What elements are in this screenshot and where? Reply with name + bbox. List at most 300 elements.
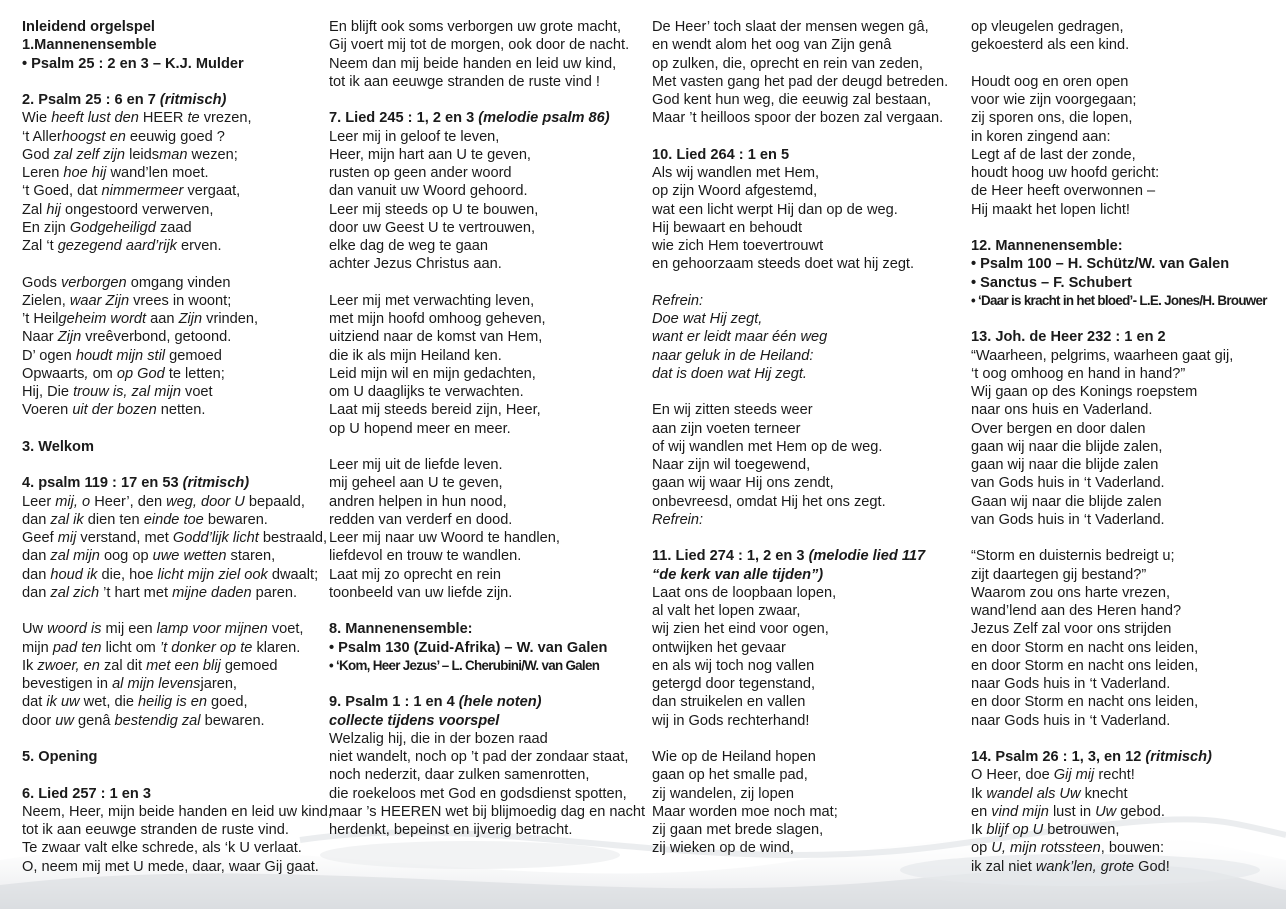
text-run: en gehoorzaam steeds doet wat hij zegt.: [652, 256, 915, 273]
text-run: En blijft ook soms verborgen uw grote macht,: [329, 19, 622, 35]
text-run: “Storm en duisternis bedreigt u;: [971, 548, 1175, 565]
text-run: Zijn: [57, 329, 86, 346]
text-line: [652, 109, 962, 127]
text-run: (melodie psalm 86): [478, 110, 610, 127]
text-run: op: [971, 840, 992, 857]
text-run: Opwaarts: [22, 365, 85, 382]
text-line: [329, 639, 647, 657]
text-line: [652, 839, 962, 857]
text-line: [22, 493, 322, 511]
text-run: en door Storm en nacht ons leiden,: [971, 694, 1199, 711]
text-run: en: [971, 803, 992, 820]
text-run: Als wij wandlen met Hem,: [652, 165, 820, 181]
text-line: [971, 821, 1283, 839]
text-line: [22, 365, 322, 383]
text-run: uitziend naar de komst van Hem,: [329, 329, 543, 346]
text-run: zij wieken op de wind,: [652, 840, 794, 857]
text-line: [329, 347, 647, 365]
text-run: • Psalm 130 (Zuid-Afrika) – W. van Galen: [329, 639, 608, 656]
blank-line: [652, 529, 962, 547]
text-run: wezen;: [191, 146, 238, 163]
text-run: dan: [22, 566, 51, 583]
text-line: [652, 675, 962, 693]
text-run: 14. Psalm 26 : 1, 3, en 12: [971, 749, 1146, 765]
text-run: Gods: [22, 274, 61, 291]
text-run: zal dit: [103, 657, 147, 674]
text-run: oog op: [103, 548, 153, 565]
text-line: [652, 766, 962, 784]
text-line: [971, 803, 1283, 821]
text-line: [22, 566, 322, 584]
text-run: zal zelf zijn: [53, 146, 130, 163]
text-line: [22, 201, 322, 219]
text-run: houdt hoog uw hoofd gericht:: [971, 165, 1160, 181]
text-run: Voeren: [22, 402, 73, 419]
text-run: Neem, Heer, mijn beide handen en leid uw kind,: [22, 803, 332, 820]
text-line: [22, 146, 322, 164]
text-run: toonbeeld van uw liefde zijn.: [329, 584, 513, 601]
text-run: erven.: [181, 238, 222, 254]
text-run: Zal ‘t: [22, 238, 58, 254]
text-line: [329, 657, 647, 675]
blank-line: [971, 310, 1283, 328]
text-line: [22, 328, 322, 346]
text-line: [652, 182, 962, 200]
text-run: omgang vinden: [130, 274, 231, 291]
text-run: gekoesterd als een kind.: [971, 37, 1130, 54]
text-run: want er leidt maar één weg: [652, 329, 828, 346]
blank-line: [652, 274, 962, 292]
text-line: [329, 511, 647, 529]
text-line: [652, 639, 962, 657]
text-run: heeft lust den: [51, 110, 143, 127]
text-line: [652, 55, 962, 73]
text-line: [22, 109, 322, 127]
text-run: staren,: [230, 548, 276, 565]
text-run: voor wie zijn voorgegaan;: [971, 92, 1137, 108]
text-line: [971, 255, 1283, 273]
text-run: (ritmisch): [182, 475, 250, 492]
text-line: [971, 602, 1283, 620]
text-run: die, hoe: [101, 566, 158, 583]
text-line: [22, 237, 322, 255]
text-line: [971, 128, 1283, 146]
text-run: Uw: [22, 621, 48, 638]
text-line: [329, 36, 647, 54]
blank-line: [329, 675, 647, 693]
text-run: gezegend aard’rijk: [57, 238, 182, 254]
blank-line: [329, 438, 647, 456]
text-run: Wij gaan op des Konings roepstem: [971, 384, 1198, 400]
text-line: [22, 529, 327, 547]
text-run: weg, door U: [166, 493, 249, 510]
text-run: Hij maakt het lopen licht!: [971, 201, 1130, 218]
text-line: [652, 237, 962, 255]
text-run: achter Jezus Christus aan.: [329, 256, 502, 273]
text-line: [971, 639, 1283, 657]
text-run: uit der bozen: [72, 402, 161, 419]
text-run: zij gaan met brede slagen,: [652, 822, 824, 838]
text-run: Naar zijn wil toegewend,: [652, 457, 811, 473]
text-run: wand’len moet.: [110, 165, 209, 181]
text-line: [22, 36, 322, 54]
text-line: [971, 456, 1283, 474]
text-line: [971, 766, 1283, 784]
text-run: Welzalig hij, die in der bozen raad: [329, 730, 548, 747]
text-run: jaren,: [200, 676, 237, 692]
text-run: onbevreesd, omdat Hij het ons zegt.: [652, 493, 886, 510]
text-line: [971, 547, 1283, 565]
text-line: [652, 620, 962, 638]
text-run: rusten op geen ander woord: [329, 165, 512, 181]
text-line: [22, 639, 322, 657]
text-line: [971, 18, 1283, 36]
text-run: zij sporen ons, die lopen,: [971, 110, 1133, 127]
text-line: [652, 36, 962, 54]
text-line: [971, 566, 1283, 584]
text-line: [329, 584, 647, 602]
text-run: al mijn levens: [112, 676, 201, 692]
text-line: [971, 438, 1283, 456]
text-run: ik zal niet: [971, 858, 1036, 875]
text-run: in koren zingend aan:: [971, 128, 1111, 145]
text-run: “de kerk van alle tijden”): [652, 566, 824, 583]
blank-line: [329, 274, 647, 292]
text-line: [652, 328, 962, 346]
blank-line: [22, 602, 322, 620]
text-line: [22, 474, 322, 492]
text-line: [329, 529, 647, 547]
text-line: [971, 401, 1283, 419]
text-run: ,: [84, 365, 93, 382]
text-line: [652, 146, 962, 164]
text-line: [329, 182, 647, 200]
text-run: Maar worden moe noch mat;: [652, 803, 838, 820]
text-line: [971, 365, 1283, 383]
text-line: [22, 657, 322, 675]
text-run: om U daaglijks te verwachten.: [329, 384, 524, 400]
text-run: O, neem mij met U mede, daar, waar Gij gaat.: [22, 858, 319, 875]
text-run: mij geheel aan U te geven,: [329, 475, 503, 492]
text-run: of wij wandlen met Hem op de weg.: [652, 438, 883, 455]
text-run: 9. Psalm 1 : 1 en 4: [329, 694, 459, 711]
text-line: [652, 693, 962, 711]
text-run: waar Zijn: [69, 292, 134, 309]
text-run: vergaat,: [187, 183, 241, 200]
text-run: wank’len, grote: [1035, 858, 1139, 875]
text-line: [329, 456, 647, 474]
text-run: wand’lend aan des Heren hand?: [971, 603, 1182, 619]
text-line: [652, 91, 962, 109]
text-run: Heer’, den: [94, 493, 167, 510]
text-run: bepaald,: [248, 493, 305, 510]
text-run: woord is: [47, 621, 106, 638]
text-run: (ritmisch): [159, 92, 227, 108]
text-line: [329, 128, 647, 146]
text-run: dwaalt;: [271, 566, 319, 583]
text-run: vrinden,: [206, 311, 259, 327]
text-run: gaan wij waar Hij ons zendt,: [652, 475, 834, 492]
text-run: 8. Mannenensemble:: [329, 621, 473, 638]
text-run: wat een licht werpt Hij dan op de weg.: [652, 201, 898, 218]
text-run: genâ: [77, 712, 115, 729]
text-run: dat is doen wat Hij zegt.: [652, 365, 807, 382]
text-line: [22, 547, 322, 565]
text-run: op God: [116, 365, 169, 382]
text-run: op U hopend meer en meer.: [329, 420, 511, 437]
text-run: paren.: [255, 584, 298, 601]
text-run: eeuwig goed ?: [129, 128, 225, 145]
text-run: Leren: [22, 165, 64, 181]
text-run: vrezen,: [203, 110, 252, 127]
text-run: einde toe: [143, 511, 208, 528]
text-run: wie zich Hem toevertrouwt: [652, 238, 824, 254]
text-run: mijn: [22, 639, 53, 656]
text-run: elke dag de weg te gaan: [329, 238, 489, 254]
text-run: bestendig zal: [114, 712, 205, 729]
text-run: wij zien het eind voor ogen,: [652, 621, 829, 638]
text-run: (hele noten): [458, 694, 542, 711]
program-column-3: [652, 18, 962, 858]
text-run: Ik: [22, 657, 38, 674]
text-line: [971, 675, 1283, 693]
text-run: houd ik: [50, 566, 102, 583]
text-run: • ‘Daar is kracht in het bloed’- L.E. Jones/H. Brouwer: [971, 292, 1267, 308]
program-column-2: [329, 18, 647, 839]
text-line: [971, 511, 1283, 529]
text-line: [329, 237, 647, 255]
text-line: [329, 310, 647, 328]
text-run: van Gods huis in ‘t Vaderland.: [971, 475, 1165, 492]
text-line: [652, 401, 962, 419]
text-line: [652, 310, 962, 328]
text-run: nimmermeer: [101, 183, 188, 200]
text-run: dan vanuit uw Woord gehoord.: [329, 183, 528, 200]
text-run: bestraald,: [262, 530, 327, 546]
text-line: [22, 785, 322, 803]
text-line: [329, 292, 647, 310]
text-run: mij: [57, 530, 81, 546]
text-run: bewaren.: [207, 511, 268, 528]
text-line: [652, 821, 962, 839]
blank-line: [971, 219, 1283, 237]
blank-line: [652, 128, 962, 146]
text-run: dan: [22, 584, 51, 601]
text-run: Geef: [22, 530, 58, 546]
text-run: dan struikelen en vallen: [652, 694, 806, 711]
text-line: [652, 438, 962, 456]
text-run: getergd door tegenstand,: [652, 676, 816, 692]
text-run: vrees in woont;: [133, 292, 232, 309]
text-run: Gij voert mij tot de morgen, ook door de nacht.: [329, 37, 630, 54]
text-run: herdenkt, bepeinst en ijverig betracht.: [329, 822, 573, 838]
text-run: dat: [22, 694, 47, 711]
text-line: [971, 584, 1283, 602]
text-run: Laat mij zo oprecht en rein: [329, 566, 501, 583]
text-line: [22, 712, 322, 730]
text-line: [22, 401, 322, 419]
text-run: van Gods huis in ‘t Vaderland.: [971, 511, 1165, 528]
text-run: andren helpen in hun nood,: [329, 493, 507, 510]
text-run: gemoed: [224, 657, 278, 674]
text-line: [652, 712, 962, 730]
text-line: [971, 347, 1283, 365]
text-run: lust in: [1052, 803, 1096, 820]
text-line: [329, 693, 647, 711]
blank-line: [329, 602, 647, 620]
text-run: al valt het lopen zwaar,: [652, 603, 801, 619]
text-line: [652, 566, 962, 584]
text-run: Gij mij: [1053, 767, 1099, 784]
text-run: • Sanctus – F. Schubert: [971, 274, 1132, 291]
text-run: lamp voor mijnen: [156, 621, 272, 638]
text-run: liefdevol en trouw te wandlen.: [329, 548, 522, 565]
text-line: [22, 182, 322, 200]
text-line: [652, 493, 962, 511]
text-run: En wij zitten steeds weer: [652, 402, 813, 419]
text-line: [22, 383, 322, 401]
text-line: [22, 128, 322, 146]
text-run: ’t Heil: [22, 311, 59, 327]
text-line: [329, 620, 647, 638]
blank-line: [652, 383, 962, 401]
text-line: [652, 474, 962, 492]
blank-line: [22, 420, 322, 438]
text-line: [971, 493, 1283, 511]
text-run: blijf op U: [986, 822, 1048, 838]
text-line: [971, 146, 1283, 164]
text-run: Laat ons de loopbaan lopen,: [652, 584, 837, 601]
blank-line: [22, 766, 322, 784]
text-run: heilig is en: [138, 694, 212, 711]
text-line: [652, 164, 962, 182]
text-line: [971, 785, 1283, 803]
text-run: Maar ’t heilloos spoor der bozen zal vergaan.: [652, 110, 944, 127]
text-run: mijne daden: [172, 584, 256, 601]
text-run: Waarom zou ons harte vrezen,: [971, 584, 1170, 601]
text-run: mij, o: [55, 493, 95, 510]
text-run: zal ik: [50, 511, 88, 528]
text-line: [329, 201, 647, 219]
text-line: [22, 55, 322, 73]
text-run: 5. Opening: [22, 749, 98, 765]
text-line: [652, 73, 962, 91]
text-line: [329, 383, 647, 401]
text-line: [971, 292, 1283, 310]
text-line: [971, 474, 1283, 492]
text-run: ongestoord verwerven,: [64, 201, 214, 218]
text-line: [652, 347, 962, 365]
text-line: [329, 365, 647, 383]
text-run: Leer: [22, 493, 56, 510]
text-run: hij: [46, 201, 65, 218]
text-run: zijt daartegen gij bestand?”: [971, 566, 1147, 583]
program-column-1: [22, 18, 332, 876]
text-line: [329, 255, 647, 273]
text-line: [971, 73, 1283, 91]
text-line: [971, 693, 1283, 711]
text-run: goed,: [211, 694, 248, 711]
text-run: met een blij: [146, 657, 225, 674]
text-run: vreêverbond, getoond.: [85, 329, 232, 346]
text-run: God: [22, 146, 54, 163]
text-run: en door Storm en nacht ons leiden,: [971, 657, 1199, 674]
text-line: [652, 420, 962, 438]
text-line: [329, 821, 647, 839]
text-run: ‘t Goed, dat: [22, 183, 102, 200]
text-run: leids: [129, 146, 160, 163]
text-line: [329, 566, 647, 584]
text-run: op zijn Woord afgestemd,: [652, 183, 818, 200]
text-run: O Heer, doe: [971, 767, 1054, 784]
text-run: dan: [22, 548, 51, 565]
text-line: [329, 219, 647, 237]
text-run: Hij bewaart en behoudt: [652, 219, 803, 236]
text-line: [971, 164, 1283, 182]
text-run: • Psalm 25 : 2 en 3 – K.J. Mulder: [22, 55, 244, 72]
text-run: Ik: [971, 822, 987, 838]
text-run: ‘t oog omhoog en hand in hand?”: [971, 365, 1186, 382]
text-line: [971, 712, 1283, 730]
blank-line: [22, 255, 322, 273]
text-run: zal mijn: [50, 548, 104, 565]
text-line: [22, 91, 322, 109]
text-line: [329, 474, 647, 492]
text-run: 2. Psalm 25 : 6 en 7: [22, 92, 160, 108]
text-run: hoe hij: [63, 165, 111, 181]
text-run: op vleugelen gedragen,: [971, 19, 1124, 35]
text-run: (ritmisch): [1145, 749, 1212, 765]
text-line: [652, 365, 962, 383]
text-run: God kent hun weg, die eeuwig zal bestaan,: [652, 92, 932, 108]
text-run: naar ons huis en Vaderland.: [971, 402, 1153, 419]
text-line: [329, 109, 647, 127]
text-run: Zijn: [178, 311, 207, 327]
text-run: uwe wetten: [152, 548, 231, 565]
text-run: , bouwen:: [1100, 840, 1165, 857]
text-run: Inleidend orgelspel: [22, 19, 155, 35]
text-run: die roekeloos met God en godsdienst spotten,: [329, 785, 627, 802]
text-run: noch nederzit, daar zulken samenrotten,: [329, 767, 590, 784]
text-run: netten.: [160, 402, 206, 419]
text-line: [652, 511, 962, 529]
program-column-4: [971, 18, 1283, 876]
text-run: Naar: [22, 329, 58, 346]
text-line: [329, 401, 647, 419]
text-run: U, mijn rotssteen: [991, 840, 1101, 857]
text-line: [329, 547, 647, 565]
text-run: 7. Lied 245 : 1, 2 en 3: [329, 110, 479, 127]
text-run: • ‘Kom, Heer Jezus’ – L. Cherubini/W. van Galen: [329, 657, 600, 673]
text-line: [971, 420, 1283, 438]
text-run: HEER: [142, 110, 188, 127]
text-run: Over bergen en door dalen: [971, 420, 1146, 437]
text-run: voet: [185, 384, 213, 400]
text-run: verstand, met: [80, 530, 173, 546]
text-line: [652, 785, 962, 803]
text-line: [971, 657, 1283, 675]
text-run: op zulken, die, oprecht en rein van zeden,: [652, 55, 923, 72]
text-run: ontwijken het gevaar: [652, 639, 786, 656]
blank-line: [971, 529, 1283, 547]
text-run: • Psalm 100 – H. Schütz/W. van Galen: [971, 256, 1230, 273]
text-run: 4. psalm 119 : 17 en 53: [22, 475, 183, 492]
text-line: [22, 584, 322, 602]
text-line: [652, 255, 962, 273]
text-line: [22, 164, 322, 182]
text-line: [22, 347, 322, 365]
text-run: Wie: [22, 110, 52, 127]
